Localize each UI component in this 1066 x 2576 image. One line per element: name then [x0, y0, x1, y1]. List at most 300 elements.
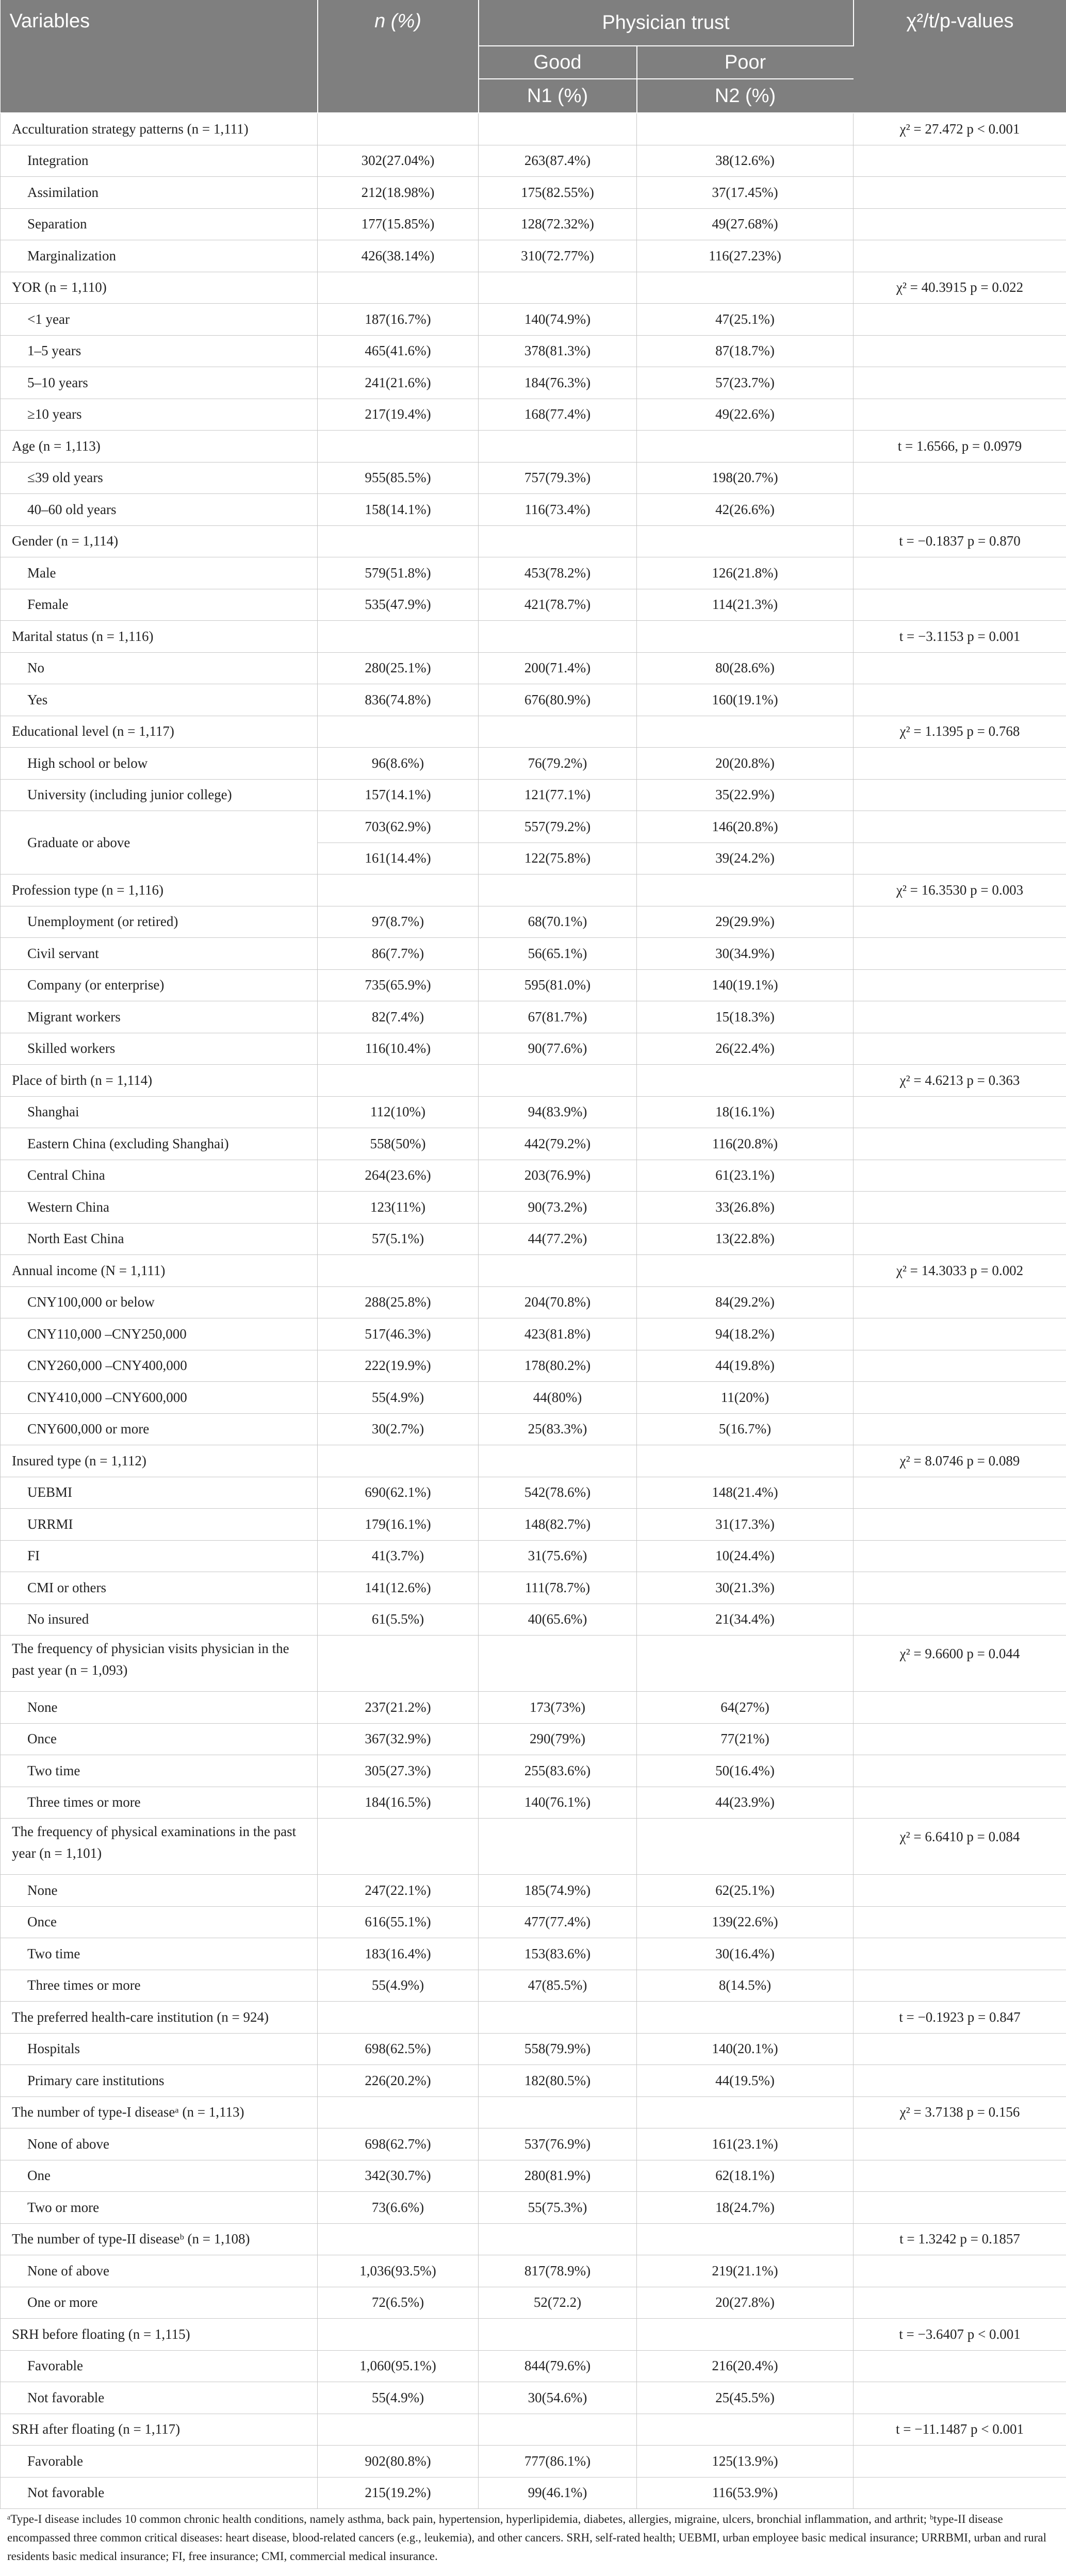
empty-cell — [854, 494, 1066, 526]
category-row — [1, 431, 1066, 463]
empty-cell — [637, 621, 854, 653]
good-cell: 30(54.6%) — [479, 2382, 637, 2414]
n-percent-cell: 226(20.2%) — [318, 2065, 479, 2097]
table-row — [1, 1755, 1066, 1787]
category-row — [1, 2096, 1066, 2128]
n-percent-cell: 158(14.1%) — [318, 494, 479, 526]
empty-cell — [854, 1223, 1066, 1255]
good-cell: 290(79%) — [479, 1723, 637, 1755]
n-percent-cell: 465(41.6%) — [318, 335, 479, 367]
good-cell: 31(75.6%) — [479, 1540, 637, 1572]
poor-cell: 50(16.4%) — [637, 1755, 854, 1787]
empty-cell — [479, 1255, 637, 1287]
table-row — [1, 1509, 1066, 1541]
n-percent-cell: 61(5.5%) — [318, 1604, 479, 1636]
poor-cell: 116(53.9%) — [637, 2477, 854, 2509]
n-percent-cell: 698(62.7%) — [318, 2128, 479, 2160]
n-percent-cell: 55(4.9%) — [318, 1970, 479, 2002]
good-cell: 140(76.1%) — [479, 1787, 637, 1819]
poor-cell: 18(16.1%) — [637, 1096, 854, 1128]
n-percent-cell: 616(55.1%) — [318, 1906, 479, 1938]
good-cell: 148(82.7%) — [479, 1509, 637, 1541]
good-cell: 817(78.9%) — [479, 2255, 637, 2287]
n-percent-cell: 41(3.7%) — [318, 1540, 479, 1572]
n-percent-cell: 97(8.7%) — [318, 906, 479, 938]
empty-cell — [854, 652, 1066, 684]
good-cell: 423(81.8%) — [479, 1318, 637, 1350]
table-row — [1, 2350, 1066, 2382]
stat-value: χ² = 9.6600 p = 0.044 — [854, 1636, 1066, 1692]
poor-cell: 47(25.1%) — [637, 304, 854, 336]
empty-cell — [854, 557, 1066, 589]
good-cell: 111(78.7%) — [479, 1572, 637, 1604]
stat-value: t = −0.1923 p = 0.847 — [854, 2002, 1066, 2034]
good-cell: 116(73.4%) — [479, 494, 637, 526]
good-cell: 44(77.2%) — [479, 1223, 637, 1255]
table-row — [1, 1223, 1066, 1255]
empty-cell — [854, 1382, 1066, 1414]
table-row — [1, 1413, 1066, 1445]
empty-cell — [854, 2382, 1066, 2414]
poor-cell: 30(21.3%) — [637, 1572, 854, 1604]
good-cell: 122(75.8%) — [479, 843, 637, 874]
empty-cell — [479, 2223, 637, 2255]
empty-cell — [479, 2319, 637, 2351]
poor-cell: 33(26.8%) — [637, 1192, 854, 1224]
table-row — [1, 2255, 1066, 2287]
n-percent-cell: 579(51.8%) — [318, 557, 479, 589]
poor-cell: 146(20.8%) — [637, 811, 854, 843]
empty-cell — [318, 1065, 479, 1097]
table-footnote: ᵃType-I disease includes 10 common chronic health conditions, namely asthma, back pain, hypertension, hyperlipidemia, diabetes, allergies, migraine, ulcers, bronchial inflammation, and arthrit; ᵇtype-II disease encompassed three common critical diseases: heart disease, blood-related cancers (e.g., leukemia), and other cancers. SRH, self-rated health; UEBMI, urban employee basic medical insurance; URRBMI, urban and rural residents basic medical insurance; FI, free insurance; CMI, commercial medical insurance. — [7, 2513, 1046, 2563]
subgroup-label: Western China — [1, 1192, 318, 1224]
good-cell: 90(73.2%) — [479, 1192, 637, 1224]
good-cell: 76(79.2%) — [479, 748, 637, 780]
poor-cell: 44(19.5%) — [637, 2065, 854, 2097]
empty-cell — [318, 621, 479, 653]
table-row — [1, 2065, 1066, 2097]
header-good: Good — [479, 46, 637, 79]
poor-cell: 77(21%) — [637, 1723, 854, 1755]
subgroup-label: Civil servant — [1, 938, 318, 970]
empty-cell — [854, 335, 1066, 367]
good-cell: 182(80.5%) — [479, 2065, 637, 2097]
good-cell: 477(77.4%) — [479, 1906, 637, 1938]
n-percent-cell: 72(6.5%) — [318, 2287, 479, 2319]
poor-cell: 219(21.1%) — [637, 2255, 854, 2287]
empty-cell — [854, 462, 1066, 494]
subgroup-label: Migrant workers — [1, 1001, 318, 1033]
table-row — [1, 938, 1066, 970]
n-percent-cell: 215(19.2%) — [318, 2477, 479, 2509]
empty-cell — [854, 1938, 1066, 1970]
category-row — [1, 1255, 1066, 1287]
stat-value: χ² = 14.3033 p = 0.002 — [854, 1255, 1066, 1287]
n-percent-cell: 690(62.1%) — [318, 1477, 479, 1509]
category-label: Annual income (N = 1,111) — [1, 1255, 318, 1287]
poor-cell: 15(18.3%) — [637, 1001, 854, 1033]
stat-value: χ² = 3.7138 p = 0.156 — [854, 2096, 1066, 2128]
empty-cell — [854, 1572, 1066, 1604]
table-row — [1, 811, 1066, 843]
category-label: Insured type (n = 1,112) — [1, 1445, 318, 1477]
empty-cell — [854, 1906, 1066, 1938]
good-cell: 542(78.6%) — [479, 1477, 637, 1509]
poor-cell: 80(28.6%) — [637, 652, 854, 684]
category-row — [1, 2319, 1066, 2351]
table-row — [1, 1033, 1066, 1065]
n-percent-cell: 288(25.8%) — [318, 1286, 479, 1318]
header-poor: Poor — [637, 46, 854, 79]
good-cell: 128(72.32%) — [479, 208, 637, 240]
subgroup-label: Three times or more — [1, 1970, 318, 2002]
n-percent-cell: 184(16.5%) — [318, 1787, 479, 1819]
empty-cell — [854, 1001, 1066, 1033]
n-percent-cell: 57(5.1%) — [318, 1223, 479, 1255]
n-percent-cell: 73(6.6%) — [318, 2192, 479, 2224]
empty-cell — [637, 113, 854, 145]
good-cell: 94(83.9%) — [479, 1096, 637, 1128]
n-percent-cell: 1,060(95.1%) — [318, 2350, 479, 2382]
table-row — [1, 1192, 1066, 1224]
empty-cell — [318, 113, 479, 145]
empty-cell — [854, 2255, 1066, 2287]
category-row — [1, 874, 1066, 906]
good-cell: 178(80.2%) — [479, 1350, 637, 1382]
empty-cell — [479, 525, 637, 557]
category-label: The preferred health-care institution (n = 924) — [1, 2002, 318, 2034]
category-row — [1, 1636, 1066, 1692]
empty-cell — [854, 1128, 1066, 1160]
subgroup-label: FI — [1, 1540, 318, 1572]
empty-cell — [854, 2033, 1066, 2065]
subgroup-label: CNY260,000 –CNY400,000 — [1, 1350, 318, 1382]
category-row — [1, 2223, 1066, 2255]
category-row — [1, 2414, 1066, 2446]
empty-cell — [318, 874, 479, 906]
table-row — [1, 2287, 1066, 2319]
subgroup-label: Separation — [1, 208, 318, 240]
good-cell: 56(65.1%) — [479, 938, 637, 970]
table-row — [1, 1970, 1066, 2002]
good-cell: 185(74.9%) — [479, 1875, 637, 1907]
n-percent-cell: 179(16.1%) — [318, 1509, 479, 1541]
empty-cell — [854, 240, 1066, 272]
subgroup-label: High school or below — [1, 748, 318, 780]
n-percent-cell: 241(21.6%) — [318, 367, 479, 399]
empty-cell — [854, 1540, 1066, 1572]
poor-cell: 29(29.9%) — [637, 906, 854, 938]
empty-cell — [637, 525, 854, 557]
empty-cell — [854, 1160, 1066, 1192]
poor-cell: 38(12.6%) — [637, 145, 854, 177]
empty-cell — [854, 684, 1066, 716]
good-cell: 263(87.4%) — [479, 145, 637, 177]
n-percent-cell: 367(32.9%) — [318, 1723, 479, 1755]
header-n-percent: n (%) — [318, 0, 479, 113]
empty-cell — [637, 2414, 854, 2446]
poor-cell: 126(21.8%) — [637, 557, 854, 589]
table-row — [1, 1787, 1066, 1819]
table-row — [1, 684, 1066, 716]
poor-cell: 61(23.1%) — [637, 1160, 854, 1192]
empty-cell — [854, 2065, 1066, 2097]
empty-cell — [637, 2096, 854, 2128]
n-percent-cell: 141(12.6%) — [318, 1572, 479, 1604]
empty-cell — [854, 1755, 1066, 1787]
header-variables: Variables — [1, 0, 318, 113]
empty-cell — [854, 177, 1066, 209]
empty-cell — [854, 779, 1066, 811]
table-row — [1, 2446, 1066, 2478]
poor-cell: 31(17.3%) — [637, 1509, 854, 1541]
empty-cell — [854, 1604, 1066, 1636]
empty-cell — [854, 1033, 1066, 1065]
n-percent-cell: 217(19.4%) — [318, 399, 479, 431]
n-percent-cell: 116(10.4%) — [318, 1033, 479, 1065]
empty-cell — [637, 1819, 854, 1875]
poor-cell: 35(22.9%) — [637, 779, 854, 811]
empty-cell — [854, 1970, 1066, 2002]
table-row — [1, 304, 1066, 336]
good-cell: 47(85.5%) — [479, 1970, 637, 2002]
stat-value: χ² = 6.6410 p = 0.084 — [854, 1819, 1066, 1875]
n-percent-cell: 222(19.9%) — [318, 1350, 479, 1382]
subgroup-label: Hospitals — [1, 2033, 318, 2065]
subgroup-label: University (including junior college) — [1, 779, 318, 811]
n-percent-cell: 302(27.04%) — [318, 145, 479, 177]
good-cell: 40(65.6%) — [479, 1604, 637, 1636]
n-percent-cell: 517(46.3%) — [318, 1318, 479, 1350]
table-row — [1, 589, 1066, 621]
empty-cell — [854, 145, 1066, 177]
subgroup-label: CNY100,000 or below — [1, 1286, 318, 1318]
empty-cell — [854, 1787, 1066, 1819]
poor-cell: 198(20.7%) — [637, 462, 854, 494]
category-label: Marital status (n = 1,116) — [1, 621, 318, 653]
category-label: The number of type-I diseaseᵃ (n = 1,113) — [1, 2096, 318, 2128]
good-cell: 90(77.6%) — [479, 1033, 637, 1065]
empty-cell — [854, 1692, 1066, 1724]
poor-cell: 20(27.8%) — [637, 2287, 854, 2319]
empty-cell — [318, 2319, 479, 2351]
subgroup-label: Favorable — [1, 2446, 318, 2478]
category-label: Age (n = 1,113) — [1, 431, 318, 463]
good-cell: 676(80.9%) — [479, 684, 637, 716]
n-percent-cell: 187(16.7%) — [318, 304, 479, 336]
table-row — [1, 2160, 1066, 2192]
poor-cell: 42(26.6%) — [637, 494, 854, 526]
poor-cell: 44(23.9%) — [637, 1787, 854, 1819]
good-cell: 203(76.9%) — [479, 1160, 637, 1192]
n-percent-cell: 30(2.7%) — [318, 1413, 479, 1445]
poor-cell: 64(27%) — [637, 1692, 854, 1724]
poor-cell: 37(17.45%) — [637, 177, 854, 209]
category-label: The frequency of physical examinations in the past year (n = 1,101) — [1, 1819, 318, 1875]
stat-value: t = −3.6407 p < 0.001 — [854, 2319, 1066, 2351]
n-percent-cell: 955(85.5%) — [318, 462, 479, 494]
subgroup-label: Once — [1, 1906, 318, 1938]
n-percent-cell: 698(62.5%) — [318, 2033, 479, 2065]
empty-cell — [318, 1636, 479, 1692]
empty-cell — [854, 2446, 1066, 2478]
empty-cell — [479, 1065, 637, 1097]
good-cell: 121(77.1%) — [479, 779, 637, 811]
category-label: Profession type (n = 1,116) — [1, 874, 318, 906]
empty-cell — [854, 1509, 1066, 1541]
table-row — [1, 1286, 1066, 1318]
subgroup-label: No — [1, 652, 318, 684]
n-percent-cell: 55(4.9%) — [318, 2382, 479, 2414]
n-percent-cell: 183(16.4%) — [318, 1938, 479, 1970]
subgroup-label: Unemployment (or retired) — [1, 906, 318, 938]
n-percent-cell: 82(7.4%) — [318, 1001, 479, 1033]
empty-cell — [637, 1445, 854, 1477]
poor-cell: 39(24.2%) — [637, 843, 854, 874]
table-row — [1, 2192, 1066, 2224]
subgroup-label: Favorable — [1, 2350, 318, 2382]
good-cell: 140(74.9%) — [479, 304, 637, 336]
table-row — [1, 145, 1066, 177]
category-row — [1, 113, 1066, 145]
empty-cell — [318, 1445, 479, 1477]
n-percent-cell: 161(14.4%) — [318, 843, 479, 874]
poor-cell: 114(21.3%) — [637, 589, 854, 621]
poor-cell: 49(27.68%) — [637, 208, 854, 240]
category-row — [1, 2002, 1066, 2034]
poor-cell: 62(18.1%) — [637, 2160, 854, 2192]
subgroup-label: URRMI — [1, 1509, 318, 1541]
empty-cell — [854, 2160, 1066, 2192]
good-cell: 777(86.1%) — [479, 2446, 637, 2478]
table-row — [1, 335, 1066, 367]
table-row — [1, 367, 1066, 399]
subgroup-label: CNY110,000 –CNY250,000 — [1, 1318, 318, 1350]
subgroup-label: Three times or more — [1, 1787, 318, 1819]
poor-cell: 44(19.8%) — [637, 1350, 854, 1382]
category-label: Acculturation strategy patterns (n = 1,111) — [1, 113, 318, 145]
empty-cell — [318, 2002, 479, 2034]
subgroup-label: No insured — [1, 1604, 318, 1636]
empty-cell — [479, 2096, 637, 2128]
n-percent-cell: 112(10%) — [318, 1096, 479, 1128]
poor-cell: 161(23.1%) — [637, 2128, 854, 2160]
table-row — [1, 652, 1066, 684]
empty-cell — [854, 969, 1066, 1001]
empty-cell — [854, 1286, 1066, 1318]
subgroup-label: Two time — [1, 1938, 318, 1970]
poor-cell: 116(20.8%) — [637, 1128, 854, 1160]
poor-cell: 140(20.1%) — [637, 2033, 854, 2065]
poor-cell: 49(22.6%) — [637, 399, 854, 431]
poor-cell: 216(20.4%) — [637, 2350, 854, 2382]
empty-cell — [479, 621, 637, 653]
empty-cell — [637, 1255, 854, 1287]
category-row — [1, 272, 1066, 304]
table-row — [1, 779, 1066, 811]
empty-cell — [637, 1065, 854, 1097]
n-percent-cell: 264(23.6%) — [318, 1160, 479, 1192]
empty-cell — [637, 2002, 854, 2034]
poor-cell: 11(20%) — [637, 1382, 854, 1414]
empty-cell — [637, 2223, 854, 2255]
header-stat: χ²/t/p-values — [854, 0, 1066, 113]
good-cell: 280(81.9%) — [479, 2160, 637, 2192]
empty-cell — [854, 304, 1066, 336]
poor-cell: 139(22.6%) — [637, 1906, 854, 1938]
subgroup-label: Not favorable — [1, 2477, 318, 2509]
subgroup-label: Marginalization — [1, 240, 318, 272]
empty-cell — [637, 716, 854, 748]
good-cell: 184(76.3%) — [479, 367, 637, 399]
poor-cell: 62(25.1%) — [637, 1875, 854, 1907]
table-row — [1, 1001, 1066, 1033]
good-cell: 175(82.55%) — [479, 177, 637, 209]
empty-cell — [854, 2287, 1066, 2319]
table-row — [1, 494, 1066, 526]
stat-value: t = −0.1837 p = 0.870 — [854, 525, 1066, 557]
category-label: Place of birth (n = 1,114) — [1, 1065, 318, 1097]
poor-cell: 8(14.5%) — [637, 1970, 854, 2002]
good-cell: 204(70.8%) — [479, 1286, 637, 1318]
n-percent-cell: 96(8.6%) — [318, 748, 479, 780]
table-row — [1, 2033, 1066, 2065]
empty-cell — [318, 2096, 479, 2128]
table-row — [1, 557, 1066, 589]
good-cell: 44(80%) — [479, 1382, 637, 1414]
good-cell: 453(78.2%) — [479, 557, 637, 589]
table-row — [1, 906, 1066, 938]
poor-cell: 18(24.7%) — [637, 2192, 854, 2224]
empty-cell — [854, 843, 1066, 874]
n-percent-cell: 426(38.14%) — [318, 240, 479, 272]
n-percent-cell: 123(11%) — [318, 1192, 479, 1224]
empty-cell — [479, 272, 637, 304]
n-percent-cell: 735(65.9%) — [318, 969, 479, 1001]
subgroup-label: Once — [1, 1723, 318, 1755]
subgroup-label: <1 year — [1, 304, 318, 336]
good-cell: 757(79.3%) — [479, 462, 637, 494]
good-cell: 173(73%) — [479, 1692, 637, 1724]
n-percent-cell: 247(22.1%) — [318, 1875, 479, 1907]
good-cell: 255(83.6%) — [479, 1755, 637, 1787]
good-cell: 68(70.1%) — [479, 906, 637, 938]
subgroup-label: ≥10 years — [1, 399, 318, 431]
empty-cell — [854, 1192, 1066, 1224]
table-row — [1, 1477, 1066, 1509]
good-cell: 67(81.7%) — [479, 1001, 637, 1033]
n-percent-cell: 902(80.8%) — [318, 2446, 479, 2478]
subgroup-label: None — [1, 1692, 318, 1724]
category-label: SRH after floating (n = 1,117) — [1, 2414, 318, 2446]
header-n2: N2 (%) — [637, 79, 854, 113]
table-row — [1, 1318, 1066, 1350]
empty-cell — [318, 1819, 479, 1875]
n-percent-cell: 535(47.9%) — [318, 589, 479, 621]
n-percent-cell: 280(25.1%) — [318, 652, 479, 684]
n-percent-cell: 836(74.8%) — [318, 684, 479, 716]
table-row — [1, 208, 1066, 240]
subgroup-label: Male — [1, 557, 318, 589]
stat-value: χ² = 16.3530 p = 0.003 — [854, 874, 1066, 906]
subgroup-label: 1–5 years — [1, 335, 318, 367]
category-label: YOR (n = 1,110) — [1, 272, 318, 304]
n-percent-cell: 55(4.9%) — [318, 1382, 479, 1414]
category-row — [1, 716, 1066, 748]
empty-cell — [854, 2477, 1066, 2509]
subgroup-label: One or more — [1, 2287, 318, 2319]
empty-cell — [854, 367, 1066, 399]
